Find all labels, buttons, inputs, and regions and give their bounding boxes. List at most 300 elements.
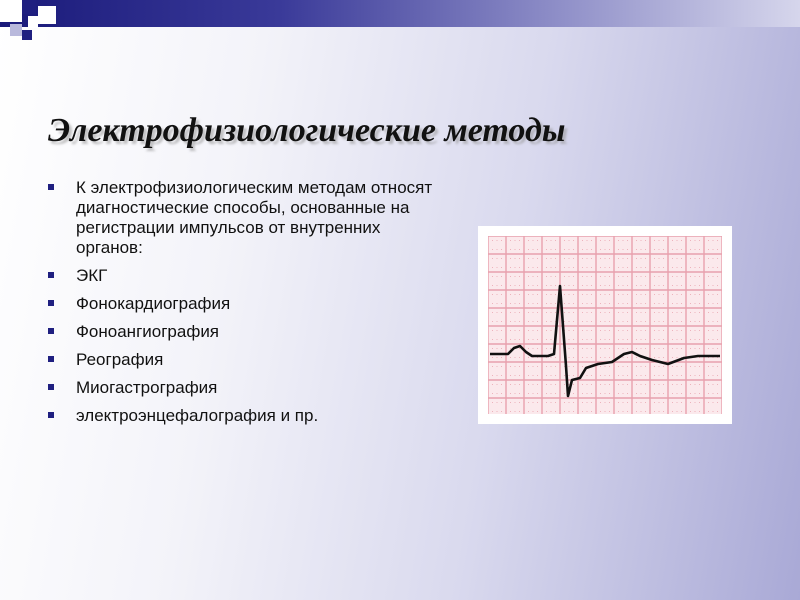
ecg-grid-dot — [614, 258, 615, 259]
ecg-grid-dot — [672, 357, 673, 358]
ecg-grid-dot — [668, 240, 669, 241]
ecg-grid-dot — [681, 267, 682, 268]
ecg-grid-dot — [537, 384, 538, 385]
ecg-grid-dot — [623, 402, 624, 403]
ecg-grid-dot — [591, 411, 592, 412]
ecg-grid-dot — [519, 294, 520, 295]
ecg-grid-dot — [659, 294, 660, 295]
ecg-grid-dot — [645, 267, 646, 268]
ecg-grid-dot — [582, 357, 583, 358]
ecg-grid-dot — [546, 321, 547, 322]
ecg-grid-dot — [632, 384, 633, 385]
ecg-grid-dot — [645, 321, 646, 322]
ecg-grid-dot — [582, 366, 583, 367]
ecg-grid-dot — [704, 294, 705, 295]
ecg-grid-dot — [668, 411, 669, 412]
ecg-grid-dot — [650, 384, 651, 385]
ecg-grid-dot — [582, 240, 583, 241]
ecg-grid-dot — [492, 339, 493, 340]
ecg-grid-dot — [623, 411, 624, 412]
ecg-grid-dot — [506, 249, 507, 250]
ecg-grid-dot — [533, 276, 534, 277]
ecg-grid-dot — [677, 366, 678, 367]
ecg-grid-dot — [632, 366, 633, 367]
ecg-grid-dot — [609, 366, 610, 367]
ecg-grid-dot — [717, 411, 718, 412]
bullet-list — [48, 178, 448, 434]
ecg-grid-dot — [555, 393, 556, 394]
ecg-grid-dot — [636, 240, 637, 241]
ecg-grid-dot — [704, 276, 705, 277]
ecg-grid-dot — [573, 321, 574, 322]
ecg-grid-dot — [627, 348, 628, 349]
ecg-grid-dot — [582, 249, 583, 250]
ecg-grid-dot — [663, 330, 664, 331]
ecg-grid-dot — [614, 285, 615, 286]
ecg-grid-dot — [578, 339, 579, 340]
ecg-grid-dot — [600, 294, 601, 295]
ecg-grid-dot — [578, 312, 579, 313]
ecg-grid-dot — [614, 276, 615, 277]
ecg-grid-dot — [681, 303, 682, 304]
ecg-grid-dot — [542, 303, 543, 304]
ecg-grid-dot — [551, 357, 552, 358]
ecg-grid-dot — [618, 285, 619, 286]
ecg-grid-dot — [699, 285, 700, 286]
ecg-grid-dot — [641, 339, 642, 340]
ecg-grid-dot — [663, 375, 664, 376]
ecg-grid-dot — [704, 303, 705, 304]
ecg-grid-dot — [632, 330, 633, 331]
ecg-grid-dot — [519, 285, 520, 286]
ecg-grid-dot — [560, 267, 561, 268]
ecg-grid-dot — [578, 402, 579, 403]
ecg-grid-dot — [609, 330, 610, 331]
ecg-grid-dot — [668, 258, 669, 259]
ecg-grid-dot — [564, 375, 565, 376]
ecg-grid-dot — [690, 384, 691, 385]
decor-square — [28, 16, 38, 28]
ecg-grid-dot — [497, 393, 498, 394]
ecg-grid-dot — [542, 258, 543, 259]
ecg-grid-dot — [713, 303, 714, 304]
ecg-grid-dot — [515, 384, 516, 385]
ecg-grid-dot — [546, 258, 547, 259]
ecg-grid-dot — [573, 366, 574, 367]
ecg-grid-dot — [618, 276, 619, 277]
ecg-grid-dot — [645, 285, 646, 286]
ecg-grid-dot — [708, 249, 709, 250]
ecg-grid-dot — [614, 330, 615, 331]
ecg-grid-dot — [551, 366, 552, 367]
ecg-grid-dot — [542, 339, 543, 340]
ecg-grid-dot — [564, 321, 565, 322]
list-item-text: Фонокардиография — [76, 294, 231, 313]
ecg-grid-dot — [614, 339, 615, 340]
ecg-grid-dot — [663, 411, 664, 412]
ecg-grid-dot — [533, 249, 534, 250]
ecg-grid-dot — [654, 267, 655, 268]
square-bullet-icon — [48, 300, 54, 306]
ecg-grid-dot — [582, 285, 583, 286]
ecg-grid-dot — [573, 384, 574, 385]
ecg-grid-dot — [524, 330, 525, 331]
ecg-grid-dot — [699, 402, 700, 403]
ecg-grid-dot — [645, 276, 646, 277]
ecg-grid-dot — [506, 357, 507, 358]
ecg-grid-dot — [663, 267, 664, 268]
square-bullet-icon — [48, 272, 54, 278]
ecg-grid-dot — [699, 339, 700, 340]
list-item — [48, 266, 448, 286]
ecg-grid-dot — [605, 384, 606, 385]
ecg-grid-dot — [528, 348, 529, 349]
ecg-grid-dot — [672, 366, 673, 367]
ecg-grid-dot — [690, 348, 691, 349]
ecg-grid-dot — [596, 339, 597, 340]
square-bullet-icon — [48, 356, 54, 362]
ecg-grid-dot — [686, 375, 687, 376]
ecg-grid-dot — [614, 294, 615, 295]
decor-square — [22, 30, 32, 40]
ecg-grid-dot — [632, 348, 633, 349]
ecg-grid-dot — [632, 285, 633, 286]
ecg-grid-dot — [686, 393, 687, 394]
ecg-grid-dot — [627, 366, 628, 367]
ecg-grid-dot — [686, 321, 687, 322]
ecg-grid-dot — [542, 285, 543, 286]
ecg-grid-dot — [501, 240, 502, 241]
ecg-grid-dot — [627, 384, 628, 385]
ecg-grid-dot — [618, 339, 619, 340]
ecg-grid-dot — [713, 375, 714, 376]
ecg-grid-dot — [573, 357, 574, 358]
ecg-grid-dot — [537, 285, 538, 286]
ecg-grid-dot — [717, 402, 718, 403]
ecg-grid-dot — [636, 375, 637, 376]
ecg-grid-dot — [659, 312, 660, 313]
ecg-grid-dot — [641, 321, 642, 322]
ecg-grid-dot — [645, 402, 646, 403]
ecg-grid-dot — [528, 276, 529, 277]
ecg-grid-dot — [501, 312, 502, 313]
ecg-grid-dot — [632, 321, 633, 322]
ecg-grid-dot — [699, 393, 700, 394]
ecg-grid-dot — [659, 357, 660, 358]
ecg-grid-dot — [654, 258, 655, 259]
ecg-grid-dot — [501, 330, 502, 331]
ecg-grid-dot — [600, 312, 601, 313]
ecg-grid-dot — [636, 276, 637, 277]
ecg-grid-dot — [681, 393, 682, 394]
ecg-grid-dot — [614, 240, 615, 241]
ecg-grid-dot — [519, 303, 520, 304]
ecg-grid-dot — [510, 348, 511, 349]
ecg-grid-dot — [501, 411, 502, 412]
ecg-grid-dot — [573, 375, 574, 376]
ecg-grid-dot — [636, 249, 637, 250]
ecg-grid-dot — [686, 402, 687, 403]
ecg-grid-dot — [551, 249, 552, 250]
ecg-grid-dot — [650, 411, 651, 412]
ecg-grid-dot — [533, 330, 534, 331]
ecg-grid-dot — [546, 402, 547, 403]
ecg-grid-dot — [600, 321, 601, 322]
ecg-grid-dot — [506, 366, 507, 367]
ecg-grid-dot — [632, 339, 633, 340]
ecg-grid-dot — [510, 285, 511, 286]
ecg-grid-dot — [560, 321, 561, 322]
ecg-grid-dot — [510, 321, 511, 322]
ecg-grid-dot — [663, 402, 664, 403]
ecg-grid-dot — [650, 303, 651, 304]
ecg-grid-dot — [686, 339, 687, 340]
ecg-grid-dot — [659, 375, 660, 376]
ecg-grid-dot — [668, 366, 669, 367]
ecg-grid-dot — [605, 357, 606, 358]
ecg-grid-dot — [618, 411, 619, 412]
ecg-grid-dot — [708, 366, 709, 367]
ecg-grid-dot — [704, 267, 705, 268]
ecg-grid-dot — [623, 258, 624, 259]
ecg-grid-dot — [537, 294, 538, 295]
ecg-grid-dot — [600, 375, 601, 376]
ecg-grid-dot — [627, 357, 628, 358]
ecg-grid-dot — [695, 312, 696, 313]
ecg-grid-dot — [681, 402, 682, 403]
ecg-grid-dot — [695, 249, 696, 250]
ecg-grid-dot — [717, 267, 718, 268]
ecg-grid-dot — [528, 312, 529, 313]
ecg-grid-dot — [654, 375, 655, 376]
ecg-grid-dot — [596, 312, 597, 313]
ecg-grid-dot — [555, 312, 556, 313]
ecg-grid-dot — [497, 249, 498, 250]
ecg-grid-dot — [627, 402, 628, 403]
ecg-grid-dot — [650, 348, 651, 349]
ecg-grid-dot — [636, 357, 637, 358]
ecg-grid-dot — [695, 402, 696, 403]
ecg-grid-dot — [645, 303, 646, 304]
ecg-grid-dot — [506, 258, 507, 259]
ecg-grid-dot — [614, 348, 615, 349]
ecg-grid-dot — [645, 411, 646, 412]
ecg-grid-dot — [519, 366, 520, 367]
ecg-grid-dot — [560, 348, 561, 349]
ecg-grid-dot — [492, 375, 493, 376]
ecg-grid-dot — [627, 321, 628, 322]
ecg-grid-dot — [708, 402, 709, 403]
ecg-grid-dot — [708, 240, 709, 241]
ecg-grid-dot — [636, 294, 637, 295]
ecg-grid-dot — [717, 276, 718, 277]
ecg-grid-dot — [560, 258, 561, 259]
ecg-grid-dot — [668, 348, 669, 349]
ecg-grid-dot — [501, 339, 502, 340]
ecg-grid-dot — [636, 339, 637, 340]
ecg-grid-dot — [695, 339, 696, 340]
ecg-grid-dot — [501, 285, 502, 286]
ecg-grid-dot — [524, 276, 525, 277]
ecg-grid-dot — [632, 357, 633, 358]
ecg-grid-dot — [681, 258, 682, 259]
ecg-grid-dot — [533, 312, 534, 313]
ecg-grid-dot — [528, 384, 529, 385]
ecg-grid-dot — [672, 303, 673, 304]
ecg-grid-dot — [717, 249, 718, 250]
ecg-grid-dot — [551, 303, 552, 304]
ecg-grid-dot — [663, 258, 664, 259]
list-item — [48, 406, 448, 426]
ecg-grid-dot — [497, 312, 498, 313]
ecg-grid-dot — [659, 258, 660, 259]
ecg-grid-dot — [632, 303, 633, 304]
ecg-grid-dot — [600, 339, 601, 340]
ecg-grid-dot — [717, 375, 718, 376]
ecg-grid-dot — [659, 267, 660, 268]
ecg-grid-dot — [654, 321, 655, 322]
ecg-grid-dot — [551, 339, 552, 340]
ecg-grid-dot — [650, 240, 651, 241]
ecg-grid-dot — [618, 321, 619, 322]
ecg-grid-dot — [627, 393, 628, 394]
ecg-grid-dot — [587, 384, 588, 385]
ecg-grid-dot — [564, 393, 565, 394]
ecg-grid-dot — [659, 303, 660, 304]
ecg-grid-dot — [686, 384, 687, 385]
ecg-grid-dot — [668, 384, 669, 385]
ecg-grid-dot — [618, 384, 619, 385]
ecg-grid-dot — [600, 402, 601, 403]
ecg-grid-dot — [690, 285, 691, 286]
ecg-grid-dot — [695, 267, 696, 268]
ecg-grid-dot — [560, 357, 561, 358]
decor-square — [10, 24, 22, 36]
ecg-grid-dot — [690, 312, 691, 313]
ecg-grid-dot — [668, 330, 669, 331]
ecg-grid-dot — [677, 330, 678, 331]
ecg-grid-dot — [641, 384, 642, 385]
ecg-grid-dot — [582, 258, 583, 259]
ecg-grid-dot — [672, 294, 673, 295]
ecg-grid-dot — [663, 276, 664, 277]
ecg-grid-dot — [627, 339, 628, 340]
ecg-grid-dot — [555, 285, 556, 286]
ecg-grid-dot — [497, 375, 498, 376]
ecg-grid-dot — [618, 240, 619, 241]
ecg-grid-dot — [641, 366, 642, 367]
ecg-grid-dot — [641, 393, 642, 394]
ecg-grid-dot — [623, 384, 624, 385]
ecg-grid-dot — [510, 267, 511, 268]
ecg-grid-dot — [609, 348, 610, 349]
ecg-grid-dot — [506, 339, 507, 340]
ecg-grid-dot — [555, 303, 556, 304]
ecg-grid-dot — [677, 276, 678, 277]
ecg-grid-dot — [695, 393, 696, 394]
ecg-grid-dot — [605, 366, 606, 367]
ecg-grid-dot — [605, 411, 606, 412]
ecg-grid-dot — [636, 312, 637, 313]
ecg-grid-dot — [506, 375, 507, 376]
ecg-grid-dot — [573, 330, 574, 331]
ecg-grid-dot — [546, 366, 547, 367]
ecg-grid-dot — [686, 312, 687, 313]
ecg-grid-dot — [623, 285, 624, 286]
ecg-grid-dot — [672, 285, 673, 286]
ecg-grid-dot — [708, 339, 709, 340]
ecg-grid-dot — [524, 267, 525, 268]
ecg-grid-dot — [686, 240, 687, 241]
ecg-grid-dot — [690, 249, 691, 250]
ecg-grid-dot — [596, 249, 597, 250]
ecg-grid-dot — [609, 312, 610, 313]
ecg-grid-dot — [713, 240, 714, 241]
ecg-grid-dot — [690, 402, 691, 403]
ecg-grid-dot — [506, 240, 507, 241]
ecg-grid-dot — [609, 375, 610, 376]
ecg-grid-dot — [560, 375, 561, 376]
ecg-grid-dot — [506, 393, 507, 394]
ecg-grid-dot — [699, 348, 700, 349]
ecg-grid-dot — [695, 366, 696, 367]
ecg-grid-dot — [569, 375, 570, 376]
ecg-grid-dot — [663, 357, 664, 358]
ecg-grid-dot — [650, 402, 651, 403]
ecg-grid-dot — [569, 330, 570, 331]
ecg-grid-dot — [605, 258, 606, 259]
ecg-grid-dot — [555, 249, 556, 250]
ecg-grid-dot — [609, 411, 610, 412]
ecg-grid-dot — [596, 375, 597, 376]
ecg-grid-dot — [641, 294, 642, 295]
ecg-grid-dot — [542, 411, 543, 412]
ecg-grid-dot — [551, 258, 552, 259]
ecg-grid-dot — [582, 402, 583, 403]
ecg-grid-dot — [609, 402, 610, 403]
ecg-grid-dot — [645, 384, 646, 385]
ecg-grid-dot — [596, 303, 597, 304]
ecg-grid-dot — [713, 312, 714, 313]
ecg-grid-dot — [587, 321, 588, 322]
ecg-grid-dot — [537, 276, 538, 277]
ecg-grid-dot — [591, 285, 592, 286]
ecg-grid-dot — [591, 321, 592, 322]
ecg-grid-dot — [663, 303, 664, 304]
ecg-grid-dot — [506, 303, 507, 304]
ecg-grid-dot — [717, 330, 718, 331]
ecg-grid-dot — [578, 384, 579, 385]
ecg-grid-dot — [564, 294, 565, 295]
ecg-grid-dot — [515, 411, 516, 412]
list-item — [48, 378, 448, 398]
ecg-grid-dot — [497, 330, 498, 331]
ecg-grid-dot — [636, 411, 637, 412]
ecg-grid-dot — [609, 267, 610, 268]
ecg-grid-dot — [717, 285, 718, 286]
ecg-grid-dot — [510, 384, 511, 385]
list-item-text: К электрофизиологическим методам относят диагностические способы, основанные на регистрации импульсов от внутренних органов: — [76, 178, 433, 257]
ecg-grid-dot — [690, 258, 691, 259]
ecg-grid-dot — [506, 411, 507, 412]
ecg-grid-dot — [677, 384, 678, 385]
ecg-grid-dot — [501, 249, 502, 250]
ecg-grid-dot — [501, 267, 502, 268]
ecg-grid-dot — [533, 402, 534, 403]
ecg-grid-dot — [663, 384, 664, 385]
ecg-grid-dot — [551, 402, 552, 403]
ecg-grid-dot — [614, 375, 615, 376]
